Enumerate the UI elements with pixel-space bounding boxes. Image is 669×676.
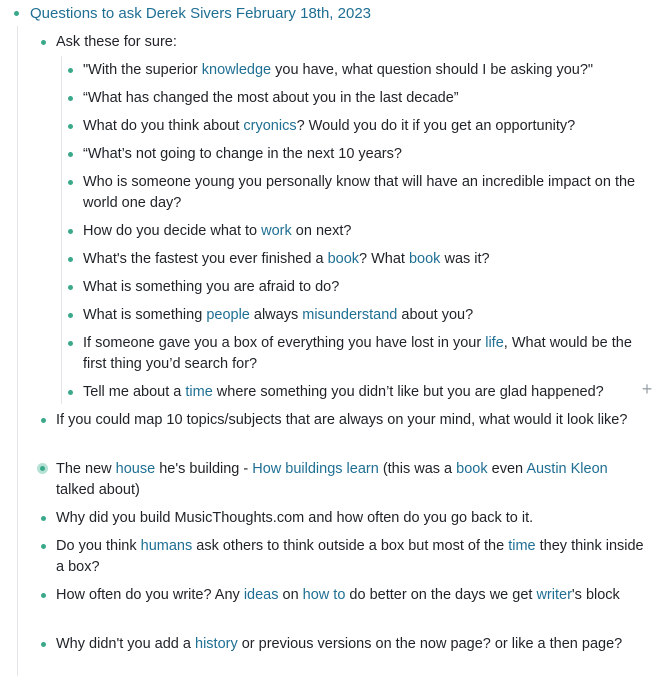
bullet-other-6[interactable] (41, 642, 46, 647)
bullet-other-2-collapsed[interactable] (37, 463, 48, 474)
text-segment: you have, what question should I be asking you?" (271, 62, 594, 78)
sure-question-5[interactable] (83, 172, 639, 213)
other-question-3[interactable] (56, 508, 646, 529)
page-link[interactable]: how to (302, 587, 346, 603)
sure-question-7[interactable] (83, 249, 643, 270)
text-segment: talked about) (56, 481, 140, 498)
bullet-q8[interactable] (68, 285, 73, 290)
bullet-other-3[interactable] (41, 516, 46, 521)
thread-line-root (17, 26, 18, 676)
other-question-4[interactable] (56, 536, 646, 577)
bullet-sure-heading[interactable] (41, 40, 46, 45)
bullet-q6[interactable] (68, 229, 73, 234)
page-link[interactable]: time (185, 384, 213, 400)
page-link[interactable]: misunderstand (302, 307, 398, 323)
sure-question-2[interactable] (83, 88, 643, 109)
page-link[interactable]: life (485, 335, 504, 351)
text-segment: Do you think (56, 538, 141, 554)
page-title[interactable]: Questions to ask Derek Sivers February 18th, 2023 (30, 5, 372, 22)
thread-line-sure (61, 56, 62, 404)
bullet-root[interactable] (14, 11, 19, 16)
text-segment: (this was a (378, 461, 457, 477)
text-segment: or previous versions on the now page? or like a then page? (237, 636, 623, 652)
text-segment: Why didn't you add a (56, 636, 195, 652)
bullet-other-1[interactable] (41, 418, 46, 423)
text-segment: How often do you write? Any (56, 587, 244, 603)
other-question-2[interactable] (56, 459, 646, 500)
sure-question-8[interactable] (83, 277, 643, 298)
other-question-6[interactable] (56, 634, 636, 655)
text-segment: “What’s not going to change in the next 10 years? (83, 146, 402, 162)
other-question-1[interactable] (56, 410, 636, 431)
bullet-q11[interactable] (68, 390, 73, 395)
page-link[interactable]: Austin Kleon (526, 461, 608, 477)
text-segment: ask others to think outside a box but most of the (192, 538, 509, 554)
text-segment: about you? (397, 307, 474, 323)
page-link[interactable]: house (115, 461, 156, 477)
page-link[interactable]: ideas (243, 587, 279, 603)
text-segment: "With the superior (83, 62, 202, 78)
text-segment: “What has changed the most about you in the last decade” (83, 90, 459, 106)
other-question-5[interactable] (56, 585, 626, 606)
text-segment: they think inside a box? (56, 538, 644, 575)
text-segment: How do you decide what to (83, 223, 262, 239)
text-segment: Who is someone young you personally know that will have an incredible impact on the world one day? (83, 174, 636, 211)
page-link[interactable]: book (408, 251, 441, 267)
page-link[interactable]: people (206, 307, 250, 323)
text-segment: ? What (359, 251, 409, 267)
text-segment: he's building - (155, 461, 253, 477)
page-link[interactable]: book (327, 251, 360, 267)
bullet-other-5[interactable] (41, 593, 46, 598)
sure-question-1[interactable] (83, 60, 663, 81)
sure-question-11[interactable] (83, 382, 639, 403)
page-link[interactable]: cryonics (243, 118, 297, 134)
text-segment: do better on the days we get (345, 587, 537, 603)
text-segment: If someone gave you a box of everything you have lost in your (83, 335, 486, 351)
page-link[interactable]: time (508, 538, 536, 554)
page-link[interactable]: work (261, 223, 292, 239)
text-segment: What do you think about (83, 118, 244, 134)
sure-heading[interactable]: Ask these for sure: (56, 34, 177, 50)
page-link[interactable]: book (456, 461, 488, 477)
bullet-q4[interactable] (68, 152, 73, 157)
text-segment: always (249, 307, 303, 323)
text-segment: 's block (571, 587, 620, 603)
bullet-q1[interactable] (68, 68, 73, 73)
page-link[interactable]: history (195, 636, 238, 652)
sure-question-6[interactable] (83, 221, 643, 242)
bullet-q7[interactable] (68, 257, 73, 262)
page-link[interactable]: knowledge (201, 62, 272, 78)
text-segment: What's the fastest you ever finished a (83, 251, 328, 267)
bullet-q2[interactable] (68, 96, 73, 101)
page-link[interactable]: How buildings learn (252, 461, 379, 477)
text-segment: , What would be the first thing you’d search for? (83, 335, 632, 372)
text-segment: even (487, 461, 527, 477)
text-segment: was it? (440, 251, 490, 267)
text-segment: where something you didn’t like but you are glad happened? (212, 384, 604, 400)
page-link[interactable]: writer (536, 587, 572, 603)
text-segment: What is something you are afraid to do? (83, 279, 340, 295)
bullet-other-4[interactable] (41, 544, 46, 549)
text-segment: What is something (83, 307, 207, 323)
text-segment: The new (56, 461, 116, 477)
sure-question-10[interactable] (83, 333, 639, 374)
bullet-q5[interactable] (68, 180, 73, 185)
text-segment: on (278, 587, 303, 603)
page-link[interactable]: humans (140, 538, 193, 554)
text-segment: ? Would you do it if you get an opportunity? (296, 118, 576, 134)
sure-question-9[interactable] (83, 305, 643, 326)
bullet-q9[interactable] (68, 313, 73, 318)
bullet-q10[interactable] (68, 341, 73, 346)
text-segment: Tell me about a (83, 384, 186, 400)
text-segment: Why did you build MusicThoughts.com and how often do you go back to it. (56, 510, 534, 526)
sure-question-4[interactable] (83, 144, 643, 165)
add-block-plus-icon[interactable]: + (641, 379, 653, 399)
bullet-q3[interactable] (68, 124, 73, 129)
sure-question-3[interactable] (83, 116, 643, 137)
text-segment: If you could map 10 topics/subjects that are always on your mind, what would it look like? (56, 412, 628, 428)
text-segment: on next? (291, 223, 352, 239)
